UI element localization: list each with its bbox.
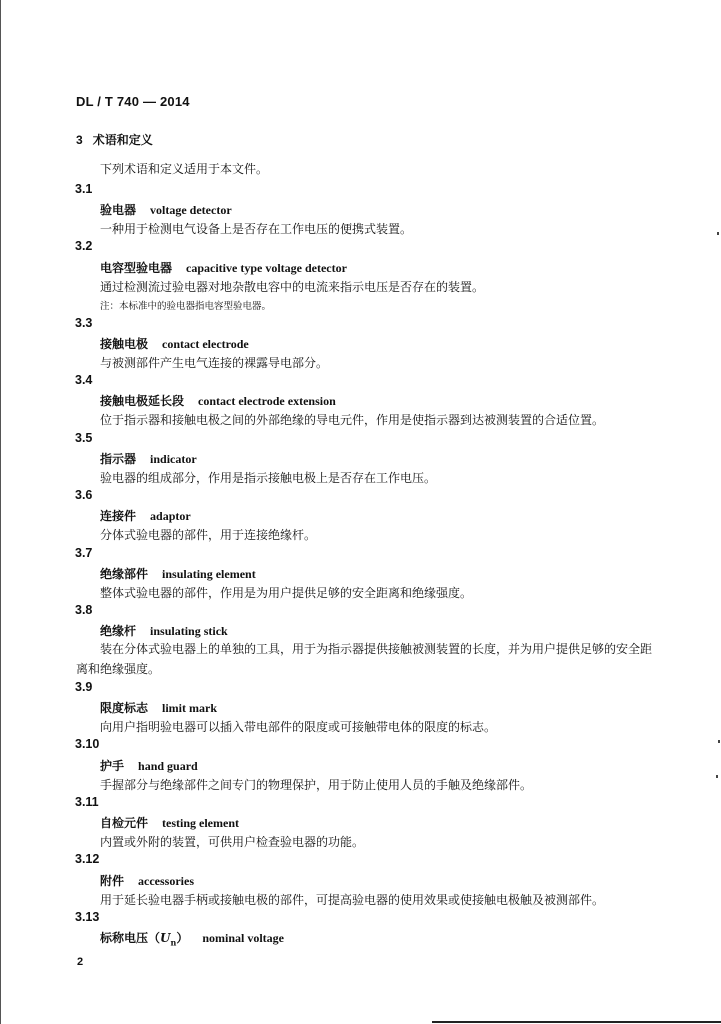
term-zh: 限度标志 <box>100 701 149 715</box>
standard-code: DL / T 740 — 2014 <box>76 94 190 109</box>
term-definition: 用于延长验电器手柄或接触电极的部件，可提高验电器的使用效果或使接触电极触及被测部件。 <box>100 893 605 907</box>
term-definition: 分体式验电器的部件，用于连接绝缘杆。 <box>100 528 317 542</box>
page-edge <box>0 0 1 1024</box>
term-zh: 绝缘部件 <box>100 567 149 581</box>
term-en: accessories <box>138 874 194 888</box>
term-number: 3.7 <box>75 546 93 560</box>
term-name <box>100 392 336 409</box>
term-definition: 向用户指明验电器可以插入带电部件的限度或可接触带电体的限度的标志。 <box>100 720 497 734</box>
term-zh: 连接件 <box>100 509 137 523</box>
term-en: capacitive type voltage detector <box>186 261 347 275</box>
term-zh: 指示器 <box>100 452 137 466</box>
term-name <box>100 565 256 582</box>
term-name <box>100 335 249 352</box>
term-en: nominal voltage <box>202 931 284 945</box>
term-number: 3.12 <box>75 852 100 866</box>
term-en: adaptor <box>150 509 191 523</box>
term-name <box>100 872 194 889</box>
term-name <box>100 757 198 774</box>
term-en: insulating element <box>162 567 256 581</box>
section-heading <box>76 131 153 148</box>
term-definition: 一种用于检测电气设备上是否存在工作电压的便携式装置。 <box>100 222 413 236</box>
term-en: insulating stick <box>150 624 228 638</box>
term-definition: 验电器的组成部分，作用是指示接触电极上是否存在工作电压。 <box>100 471 437 485</box>
term-zh: 接触电极 <box>100 337 149 351</box>
term-note: 注：本标准中的验电器指电容型验电器。 <box>100 301 272 312</box>
term-zh: 接触电极延长段 <box>100 394 185 408</box>
term-number: 3.1 <box>75 182 93 196</box>
term-en: hand guard <box>138 759 198 773</box>
term-en: limit mark <box>162 701 218 715</box>
term-name <box>100 450 197 467</box>
term-definition: 内置或外附的装置，可供用户检查验电器的功能。 <box>100 835 365 849</box>
term-zh: 附件 <box>100 874 125 888</box>
section-title: 术语和定义 <box>92 133 153 147</box>
term-name <box>100 201 232 218</box>
term-number: 3.13 <box>75 910 100 924</box>
term-zh: 电容型验电器 <box>100 261 173 275</box>
term-zh: 验电器 <box>100 203 137 217</box>
term-number: 3.4 <box>75 373 93 387</box>
term-en: contact electrode extension <box>198 394 336 408</box>
scan-speck <box>718 740 720 743</box>
term-zh: 标称电压（ <box>100 931 161 945</box>
term-definition: 手握部分与绝缘部件之间专门的物理保护，用于防止使用人员的手触及绝缘部件。 <box>100 778 533 792</box>
term-symbol-sub: n <box>170 937 177 948</box>
term-en: contact electrode <box>162 337 249 351</box>
term-definition: 整体式验电器的部件，作用是为用户提供足够的安全距离和绝缘强度。 <box>100 586 473 600</box>
term-number: 3.6 <box>75 488 93 502</box>
term-number: 3.10 <box>75 737 100 751</box>
term-definition: 通过检测流过验电器对地杂散电容中的电流来指示电压是否存在的装置。 <box>100 280 485 294</box>
term-zh: 护手 <box>100 759 125 773</box>
scan-speck <box>717 232 719 235</box>
term-definition: 与被测部件产生电气连接的裸露导电部分。 <box>100 356 329 370</box>
term-zh-close: ） <box>176 931 189 945</box>
page-number: 2 <box>77 956 84 968</box>
term-name <box>100 259 347 276</box>
term-name <box>100 622 228 639</box>
scan-edge-line <box>432 1021 721 1023</box>
term-name <box>100 699 217 716</box>
section-intro: 下列术语和定义适用于本文件。 <box>100 162 269 176</box>
term-name <box>100 507 191 524</box>
term-symbol: U <box>160 931 171 945</box>
term-en: testing element <box>162 816 239 830</box>
term-en: voltage detector <box>150 203 232 217</box>
term-zh: 绝缘杆 <box>100 624 137 638</box>
term-number: 3.11 <box>75 795 99 809</box>
term-en: indicator <box>150 452 197 466</box>
term-name <box>100 814 239 831</box>
term-definition: 装在分体式验电器上的单独的工具，用于为指示器提供接触被测装置的长度，并为用户提供足够的安全距离和绝缘强度。 <box>76 642 653 676</box>
term-zh: 自检元件 <box>100 816 149 830</box>
term-number: 3.8 <box>75 603 93 617</box>
term-definition: 位于指示器和接触电极之间的外部绝缘的导电元件，作用是使指示器到达被测装置的合适位置。 <box>100 413 605 427</box>
term-name <box>100 929 284 947</box>
section-number: 3 <box>76 133 83 147</box>
term-number: 3.5 <box>75 431 93 445</box>
scan-speck <box>716 775 718 778</box>
term-number: 3.9 <box>75 680 93 694</box>
term-number: 3.3 <box>75 316 93 330</box>
term-number: 3.2 <box>75 239 93 253</box>
